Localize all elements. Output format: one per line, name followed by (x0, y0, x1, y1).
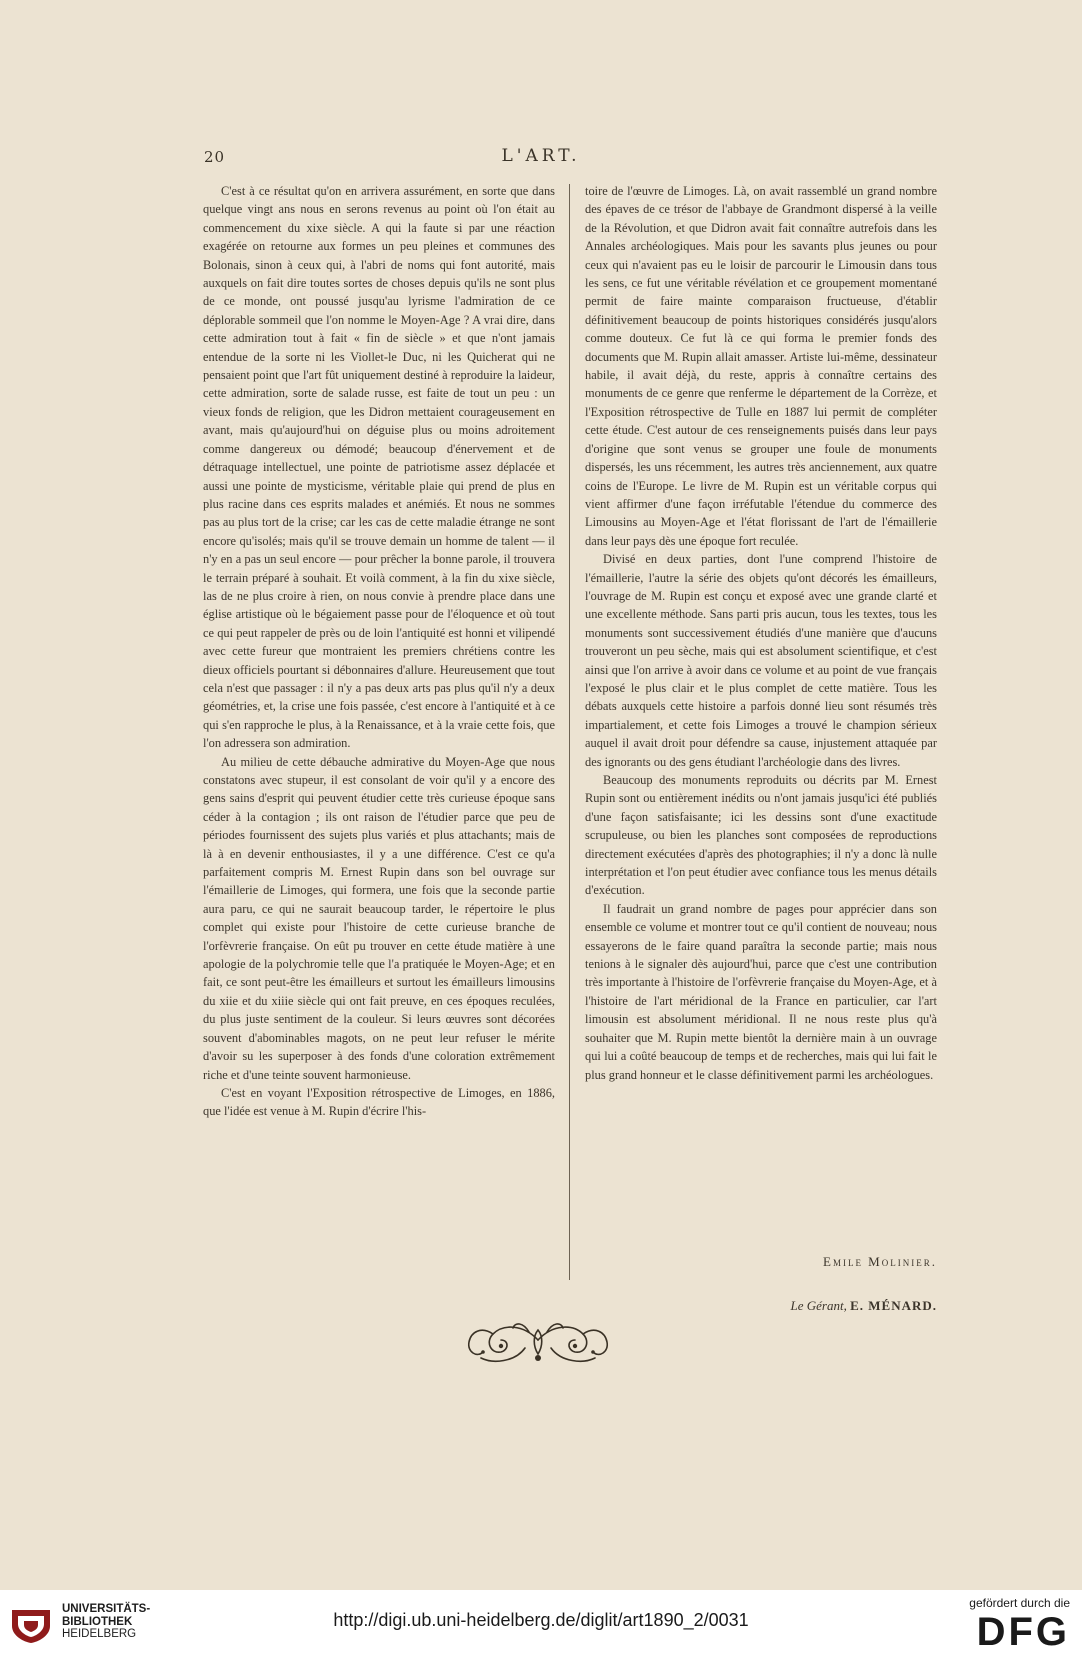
paragraph: toire de l'œuvre de Limoges. Là, on avait rassemblé un grand nombre des épaves de ce trésor de l'abbaye de Grandmont dispersé à la veille de la Révolution, et que Didron avait fait connaître autrefois dans les Annales archéologiques. Mais pour les savants plus jeunes ou pour ceux qui n'avaient pas eu le loisir de parcourir le Limousin dans tous les sens, ce fut une véritable révélation et ce groupement momentané permit de faire mainte comparaison fructueuse, d'établir définitivement beaucoup de points historiques considérés jusqu'alors comme douteux. Ce fut là ce qui forma le premier fonds des documents que M. Rupin allait amasser. Artiste lui-même, dessinateur habile, il avait déjà, du reste, appris à connaître certains des monuments de ce genre que renferme le département de la Corrèze, et l'Exposition rétrospective de Tulle en 1887 lui permit de compléter cette étude. C'est autour de ces renseignements puisés dans leur pays d'origine que sont venus se grouper une foule de monuments dispersés, les uns récemment, les autres très anciennement, aux quatre coins de l'Europe. Le livre de M. Rupin est un véritable corpus qui vient affirmer d'une façon irréfutable l'étendue du commerce des Limousins au Moyen-Age et l'état florissant de l'art de l'émaillerie dans leur pays dès une époque fort reculée. (585, 184, 937, 548)
gerant-line (585, 1298, 937, 1314)
dfg-logo: DFG (976, 1610, 1070, 1654)
author-signature: Emile Molinier. (823, 1254, 937, 1269)
text-column-left (203, 182, 555, 1277)
gerant-name: E. MÉNARD. (850, 1298, 937, 1313)
paragraph: Il faudrait un grand nombre de pages pour apprécier dans son ensemble ce volume et montrer tout ce qu'il contient de nouveau; nous essayerons de le faire quand paraîtra la seconde partie; mais nous tenions à le signaler dès aujourd'hui, parce que c'est une contribution très importante à l'histoire de l'orfèvrerie française du Moyen-Age, et à l'histoire de l'art méridional de la France en particulier, car l'art limousin est absolument méridional. Il ne nous reste plus qu'à souhaiter que M. Rupin mette bientôt la dernière main à un ouvrage qui lui a coûté beaucoup de temps et de recherches, mais qui lui fait le plus grand honneur et le classe définitivement parmi les archéologues. (585, 901, 937, 1082)
source-url[interactable]: http://digi.ub.uni-heidelberg.de/diglit/art1890_2/0031 (333, 1610, 749, 1630)
paragraph: Au milieu de cette débauche admirative du Moyen-Age que nous constatons avec stupeur, il est consolant de voir qu'il y a encore des gens sains d'esprit qui peuvent étudier cette très curieuse époque sans céder à la contagion ; ils ont raison de l'étudier parce que peu de périodes fournissent des sujets plus variés et plus attachants; mais de là à en devenir enthousiastes, il y a une différence. C'est ce qu'a parfaitement compris M. Ernest Rupin dans son bel ouvrage sur l'émaillerie de Limoges, qui formera, une fois que la seconde partie aura paru, ce qui ne saurait beaucoup tarder, le répertoire le plus complet qui existe pour l'histoire de cette curieuse branche de l'orfèvrerie française. On eût pu trouver en cette étude matière à une apologie de la polychromie telle que l'a pratiquée le Moyen-Age; et en fait, ce sont peut-être les émailleurs et surtout les émailleurs limousins du xiie et du xiiie siècle qui ont fait preuve, en ces époques reculées, du plus juste sentiment de la couleur. Si leurs œuvres sont décorées souvent d'abominables magots, on ne peut leur refuser le mérite d'avoir su les superposer à des fonds d'une coloration extrêmement riche et d'une teinte souvent harmonieuse. (203, 754, 555, 1082)
text-column-right (585, 182, 937, 1277)
funding-label: gefördert durch die (969, 1596, 1070, 1610)
paragraph: Divisé en deux parties, dont l'une comprend l'histoire de l'émaillerie, l'autre la série des objets qu'ont décorés les émailleurs, l'ouvrage de M. Rupin est conçu et exposé avec une grande clarté et une excellente méthode. Sans parti pris aucun, tous les textes, tous les monuments sont successivement étudiés d'une manière que d'aucuns trouveront un peu sèche, mais qui est absolument scientifique, et c'est ainsi que l'on arrive à avoir dans ce volume et au point de vue français l'exposé le plus clair et le plus complet de cette matière. Tous les débats auxquels cette histoire a parfois donné lieu sont résumés très impartialement, et cette fois Limoges a trouvé le champion sérieux auquel il avait droit pour défendre sa cause, injustement attaquée par des ignorants ou des gens étudiant l'archéologie dans des livres. (585, 552, 937, 769)
paragraph: Beaucoup des monuments reproduits ou décrits par M. Ernest Rupin sont ou entièrement inédits ou n'ont jamais jusqu'ici été publiés d'une façon satisfaisante; ici les dessins sont d'une exactitude scrupuleuse, ou bien les planches sont composées de reproductions directement exécutées d'après des photographies; il n'y a donc là nulle interprétation et l'on peut étudier avec confiance tous les menus détails d'exécution. (585, 773, 937, 898)
paragraph: C'est en voyant l'Exposition rétrospective de Limoges, en 1886, que l'idée est venue à M. Rupin d'écrire l'his- (203, 1085, 555, 1119)
page-number: 20 (204, 148, 226, 166)
university-line: HEIDELBERG (62, 1628, 137, 1640)
floral-ornament-icon (463, 1318, 613, 1368)
paragraph: C'est à ce résultat qu'on en arrivera assurément, en sorte que dans quelque vingt ans nous en serons revenus au point où l'on était au commencement du xixe siècle. A qui la faute si par une réaction exagérée on retourne aux formes un peu pleines et communes des Bolonais, sinon à ceux qui, à l'abri de noms qui font autorité, mais auxquels on fait dire toutes sortes de choses depuis qu'ils ne sont plus de ce monde, ont poussé jusqu'au lyrisme l'admiration de ce déplorable sommeil que l'on nomme le Moyen-Age ? A vrai dire, dans cette admiration tout à fait « fin de siècle » et que n'ont jamais entendue de la sorte ni les Viollet-le Duc, ni les Quicherat qui ne pensaient point que l'art fût uniquement destiné à reproduire la laideur, cette admiration, sorte de salade russe, est faite de tout un peu : un vieux fonds de religion, que les Didron mettaient courageusement en avant, mais qu'aujourd'hui on déguise plus ou moins adroitement comme dangereux ou démodé; beaucoup d'énervement et de détraquage intellectuel, une pointe de patriotisme assez déplacée et aussi une pointe de mysticisme, véritable plaie qui prend de plus en plus racine dans ces esprits malades et anémiés. Et nous ne sommes pas au plus tort de la crise; car les cas de cette maladie étrange ne sont encore qu'isolés; mais qu'il se trouve demain un homme de talent — il n'y en a pas un seul encore — pour prêcher la bonne parole, il trouvera le terrain préparé à souhait. Et voilà comment, à la fin du xixe siècle, las de ne plus croire à rien, on nous convie à prendre place dans une église artistique où le bégaiement passe pour de l'éloquence et où tout ce qui peut rappeler de près ou de loin l'antiquité est honni et vilipendé avec cette fureur que montraient les premiers chrétiens contre les dieux officiels pourtant si débonnaires d'allure. Heureusement que tout cela n'est que passager : il n'y a pas deux arts pas plus qu'il n'y a deux géométries, et, la crise une fois passée, c'est encore à l'antiquité et à ce qui s'en rapproche le plus, à la Renaissance, et à la vraie cette fois, que l'on adressera son admiration. (203, 184, 555, 751)
gerant-label: Le Gérant, (790, 1298, 847, 1313)
university-line: UNIVERSITÄTS- (62, 1603, 151, 1615)
footer-bar (0, 1590, 1082, 1658)
column-divider (569, 184, 570, 1280)
running-title: L'ART. (501, 146, 581, 166)
university-line: BIBLIOTHEK (62, 1615, 133, 1628)
